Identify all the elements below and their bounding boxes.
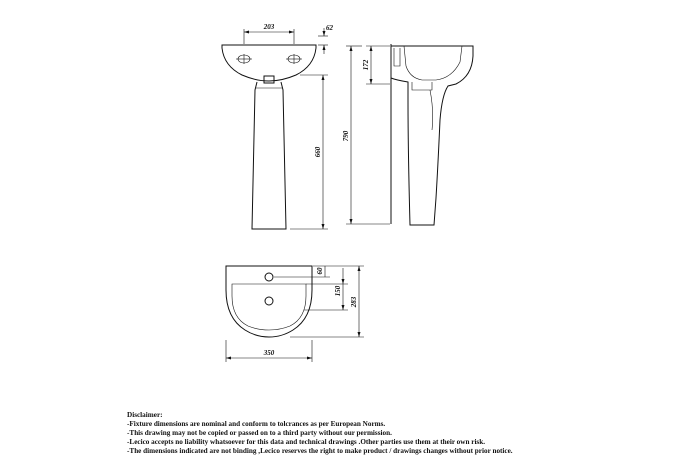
disclaimer-line: -This drawing may not be copied or passed on to a third party without our permission. (127, 429, 392, 437)
dim-60-label: 60 (316, 267, 324, 275)
dim-150-label: 150 (334, 285, 342, 297)
left-tap-hole-icon (236, 54, 252, 64)
dim-width (226, 340, 312, 362)
disclaimer-line: -Fixture dimensions are nominal and conform to tolcrances as per European Norms. (127, 420, 386, 428)
dim-top-width (244, 23, 294, 44)
disclaimer-line: -Lecico accepts no liability whatsoever for this data and technical drawings .Other parties use them at their own risk. (127, 438, 486, 446)
dim-350-label: 350 (263, 349, 275, 357)
plan-basin-outline (226, 266, 312, 337)
disclaimer (127, 411, 647, 456)
dim-62-label: 62 (326, 24, 333, 32)
dim-tap-offset (274, 266, 330, 277)
dim-203-label: 203 (263, 23, 275, 31)
right-tap-hole-icon (286, 54, 302, 64)
front-view (222, 23, 334, 229)
dim-rim (318, 24, 334, 54)
plan-tap-hole-icon (265, 273, 273, 281)
dim-283-label: 283 (350, 296, 358, 308)
overflow-slot (264, 76, 274, 83)
dim-790-label: 790 (342, 130, 350, 142)
side-view (342, 44, 473, 225)
dim-total-depth (290, 266, 364, 337)
dim-basin-depth (362, 46, 390, 84)
plan-view (226, 266, 364, 362)
dim-pedestal-height (290, 75, 328, 229)
front-pedestal (252, 82, 286, 229)
disclaimer-title: Disclaimer: (127, 411, 163, 419)
dim-172-label: 172 (362, 59, 370, 71)
dim-total-height (342, 46, 390, 224)
plan-drain-icon (265, 297, 273, 305)
dim-660-label: 660 (314, 146, 322, 158)
disclaimer-line: -The dimensions indicated are not binding ,Lecico reserves the right to make product / drawings changes without prior notice. (127, 447, 513, 455)
side-basin-outline (391, 46, 473, 225)
